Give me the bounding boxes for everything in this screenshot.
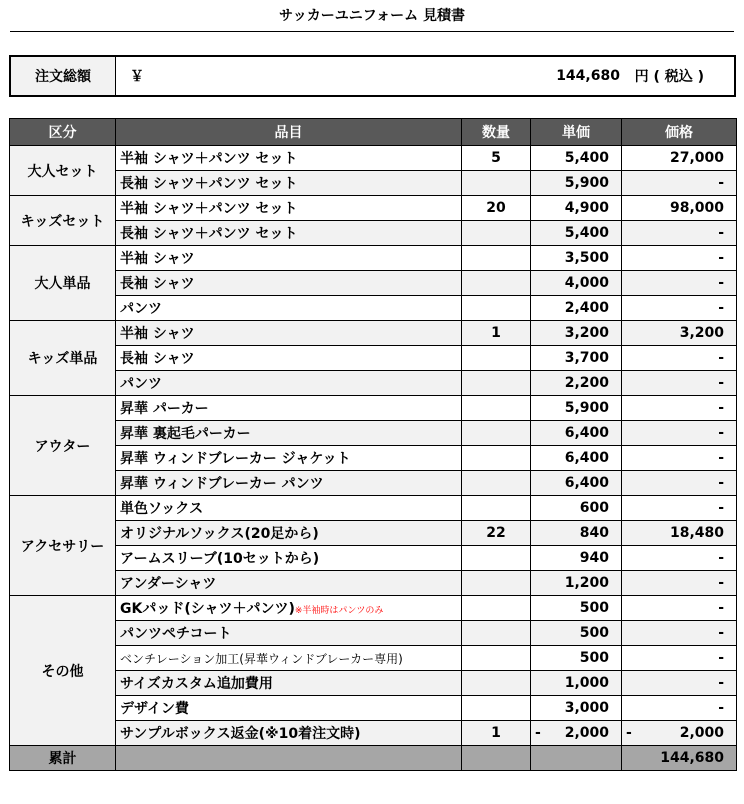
item-cell (116, 146, 462, 171)
unit-price-cell: 5,900 (531, 396, 622, 421)
order-total-label: 注文総額 (11, 57, 116, 95)
price-cell: - (622, 471, 737, 496)
unit-price-cell: 500 (531, 621, 622, 646)
table-row (10, 571, 737, 596)
table-row (10, 671, 737, 696)
item-cell (116, 346, 462, 371)
unit-price-cell: 3,200 (531, 321, 622, 346)
total-empty (116, 746, 462, 771)
item-cell (116, 596, 462, 621)
qty-cell: 1 (462, 721, 531, 746)
item-name: パンツペチコート (120, 626, 232, 642)
table-row (10, 371, 737, 396)
unit-price-cell: 6,400 (531, 446, 622, 471)
table-row (10, 596, 737, 621)
unit-price-cell: 500 (531, 596, 622, 621)
price-cell: - (622, 221, 737, 246)
table-row (10, 146, 737, 171)
item-name: パンツ (120, 301, 162, 317)
qty-cell: 22 (462, 521, 531, 546)
price-cell: 98,000 (622, 196, 737, 221)
price-cell: - (622, 696, 737, 721)
price-cell: - (622, 646, 737, 671)
qty-cell: 1 (462, 321, 531, 346)
item-cell (116, 571, 462, 596)
price-cell: 27,000 (622, 146, 737, 171)
unit-price-cell: 1,200 (531, 571, 622, 596)
item-cell (116, 696, 462, 721)
item-cell (116, 546, 462, 571)
table-row (10, 296, 737, 321)
price-cell: - (622, 346, 737, 371)
item-name: ベンチレーション加工(昇華ウィンドブレーカー専用) (120, 651, 403, 666)
qty-cell: 20 (462, 196, 531, 221)
qty-cell (462, 446, 531, 471)
title-divider (10, 31, 734, 32)
category-cell: 大人単品 (10, 246, 116, 321)
item-cell (116, 196, 462, 221)
qty-cell (462, 471, 531, 496)
order-total-value: 144,680 (556, 68, 620, 84)
item-cell (116, 721, 462, 746)
total-value: 144,680 (622, 746, 737, 771)
unit-price-cell: 3,700 (531, 346, 622, 371)
price-cell: - (622, 421, 737, 446)
qty-cell (462, 221, 531, 246)
header-item: 品目 (116, 119, 462, 146)
unit-price-cell: 3,000 (531, 696, 622, 721)
price-cell: - (622, 546, 737, 571)
item-cell (116, 646, 462, 671)
unit-price-cell: 940 (531, 546, 622, 571)
page-title: サッカーユニフォーム 見積書 (279, 8, 465, 24)
table-row (10, 696, 737, 721)
table-row (10, 421, 737, 446)
item-cell (116, 296, 462, 321)
total-row (10, 746, 737, 771)
qty-cell (462, 546, 531, 571)
price-value: 2,000 (679, 725, 724, 741)
item-cell (116, 271, 462, 296)
qty-cell (462, 571, 531, 596)
item-name: 長袖 シャツ (120, 351, 195, 367)
header-category: 区分 (10, 119, 116, 146)
item-note: ※半袖時はパンツのみ (294, 606, 384, 616)
estimate-table (9, 118, 737, 771)
table-row (10, 446, 737, 471)
item-cell (116, 421, 462, 446)
table-row (10, 546, 737, 571)
price-cell: - (622, 171, 737, 196)
unit-price-cell (531, 721, 622, 746)
qty-cell (462, 646, 531, 671)
item-name: パンツ (120, 376, 162, 392)
category-cell: その他 (10, 596, 116, 746)
unit-price-cell: 500 (531, 646, 622, 671)
qty-cell (462, 346, 531, 371)
item-name: 半袖 シャツ (120, 326, 195, 342)
unit-price-cell: 600 (531, 496, 622, 521)
unit-price-cell: 4,900 (531, 196, 622, 221)
currency-symbol: ￥ (130, 69, 144, 85)
item-name: 昇華 パーカー (120, 401, 209, 417)
item-name: サンプルボックス返金(※10着注文時) (120, 726, 361, 742)
total-label: 累計 (10, 746, 116, 771)
total-empty (531, 746, 622, 771)
item-cell (116, 396, 462, 421)
table-row (10, 396, 737, 421)
price-cell: - (622, 296, 737, 321)
item-cell (116, 221, 462, 246)
item-name: デザイン費 (120, 701, 190, 717)
order-total-box (9, 55, 736, 97)
price-cell: - (622, 496, 737, 521)
item-name: 半袖 シャツ＋パンツ セット (120, 201, 298, 217)
item-cell (116, 171, 462, 196)
unit-price-cell: 840 (531, 521, 622, 546)
unit-price-cell: 5,900 (531, 171, 622, 196)
qty-cell (462, 671, 531, 696)
qty-cell (462, 246, 531, 271)
item-name: アームスリーブ(10セットから) (120, 551, 320, 567)
category-cell: キッズセット (10, 196, 116, 246)
item-name: 半袖 シャツ＋パンツ セット (120, 151, 298, 167)
header-unit-price: 単価 (531, 119, 622, 146)
price-cell: 18,480 (622, 521, 737, 546)
item-name: 昇華 ウィンドブレーカー ジャケット (120, 451, 351, 467)
price-sign: - (626, 725, 632, 741)
item-cell (116, 471, 462, 496)
price-cell: - (622, 371, 737, 396)
total-empty (462, 746, 531, 771)
order-total-amount (190, 57, 734, 95)
unit-price-cell: 5,400 (531, 146, 622, 171)
table-row (10, 271, 737, 296)
item-name: GKパッド(シャツ＋パンツ) (120, 601, 295, 617)
table-row (10, 346, 737, 371)
price-cell: 3,200 (622, 321, 737, 346)
category-cell: 大人セット (10, 146, 116, 196)
qty-cell (462, 271, 531, 296)
item-cell (116, 521, 462, 546)
table-row (10, 621, 737, 646)
item-cell (116, 371, 462, 396)
price-cell: - (622, 246, 737, 271)
unit-price-cell: 6,400 (531, 471, 622, 496)
item-cell (116, 621, 462, 646)
item-name: 昇華 ウィンドブレーカー パンツ (120, 476, 324, 492)
table-row (10, 321, 737, 346)
table-row (10, 721, 737, 746)
qty-cell (462, 596, 531, 621)
unit-price-value: 2,000 (564, 725, 609, 741)
header-price: 価格 (622, 119, 737, 146)
qty-cell (462, 621, 531, 646)
order-total-suffix: 円 ( 税込 ) (634, 69, 704, 85)
table-row (10, 646, 737, 671)
item-name: アンダーシャツ (120, 576, 217, 592)
item-name: 長袖 シャツ＋パンツ セット (120, 226, 298, 242)
price-cell: - (622, 571, 737, 596)
item-cell (116, 446, 462, 471)
qty-cell: 5 (462, 146, 531, 171)
unit-price-cell: 4,000 (531, 271, 622, 296)
unit-price-cell: 1,000 (531, 671, 622, 696)
unit-price-cell: 2,200 (531, 371, 622, 396)
qty-cell (462, 371, 531, 396)
unit-price-cell: 5,400 (531, 221, 622, 246)
table-row (10, 221, 737, 246)
price-cell (622, 721, 737, 746)
qty-cell (462, 296, 531, 321)
table-row (10, 496, 737, 521)
qty-cell (462, 421, 531, 446)
price-cell: - (622, 271, 737, 296)
item-name: 単色ソックス (120, 501, 204, 517)
unit-price-sign: - (535, 725, 541, 741)
qty-cell (462, 696, 531, 721)
item-cell (116, 321, 462, 346)
table-row (10, 246, 737, 271)
table-row (10, 196, 737, 221)
item-name: 長袖 シャツ＋パンツ セット (120, 176, 298, 192)
item-name: 半袖 シャツ (120, 251, 195, 267)
item-name: 昇華 裏起毛パーカー (120, 426, 251, 442)
table-row (10, 521, 737, 546)
unit-price-cell: 2,400 (531, 296, 622, 321)
price-cell: - (622, 446, 737, 471)
qty-cell (462, 496, 531, 521)
unit-price-cell: 3,500 (531, 246, 622, 271)
item-cell (116, 671, 462, 696)
item-cell (116, 496, 462, 521)
category-cell: アクセサリー (10, 496, 116, 596)
item-name: サイズカスタム追加費用 (120, 676, 273, 692)
qty-cell (462, 396, 531, 421)
table-row (10, 171, 737, 196)
price-cell: - (622, 621, 737, 646)
qty-cell (462, 171, 531, 196)
header-qty: 数量 (462, 119, 531, 146)
table-header-row (10, 119, 737, 146)
unit-price-cell: 6,400 (531, 421, 622, 446)
price-cell: - (622, 596, 737, 621)
price-cell: - (622, 396, 737, 421)
category-cell: アウター (10, 396, 116, 496)
category-cell: キッズ単品 (10, 321, 116, 396)
price-cell: - (622, 671, 737, 696)
item-name: オリジナルソックス(20足から) (120, 526, 319, 542)
item-name: 長袖 シャツ (120, 276, 195, 292)
table-row (10, 471, 737, 496)
item-cell (116, 246, 462, 271)
